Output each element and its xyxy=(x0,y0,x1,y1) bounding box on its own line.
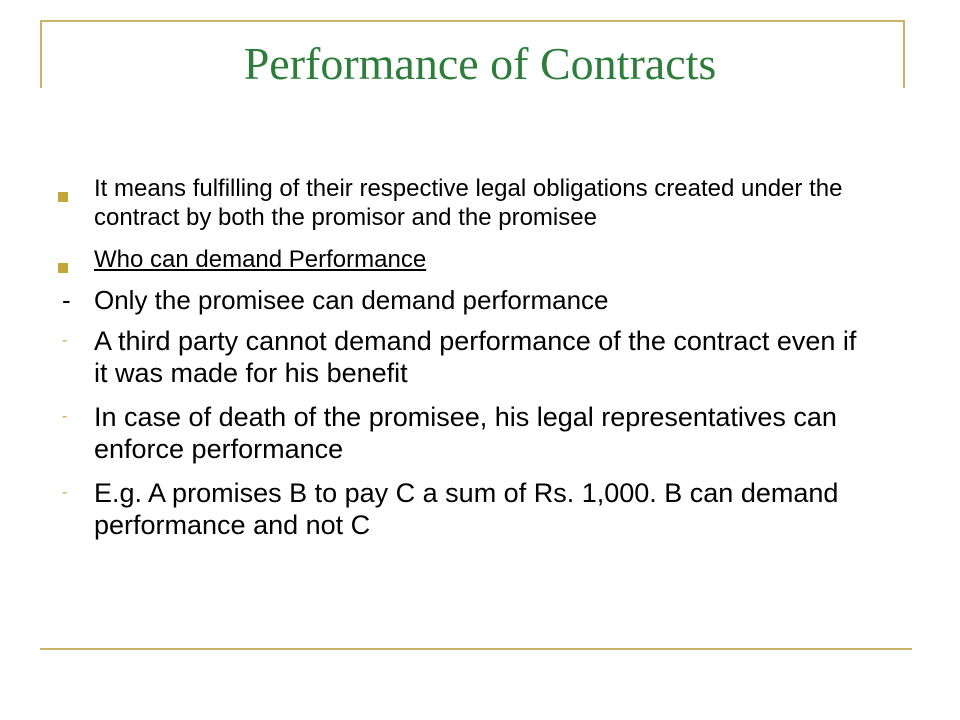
list-item-text: In case of death of the promisee, his legal representatives can enforce performance xyxy=(94,402,837,464)
list-item-text: It means fulfilling of their respective legal obligations created under the contract by both the promisor and the promisee xyxy=(94,175,843,231)
slide-title: Performance of Contracts xyxy=(243,38,717,89)
dash-marker: - xyxy=(62,285,71,315)
list-item xyxy=(58,174,858,232)
list-item xyxy=(58,401,858,465)
frame-bottom-line xyxy=(40,648,912,650)
list-item xyxy=(58,284,858,316)
list-item xyxy=(58,477,858,541)
square-bullet-icon xyxy=(58,263,68,273)
list-item-text: Only the promisee can demand performance xyxy=(94,285,609,315)
frame-top-line xyxy=(40,20,904,22)
slide-content xyxy=(58,174,858,541)
dash-marker: - xyxy=(62,484,68,501)
square-bullet-icon xyxy=(58,192,68,202)
list-item-text: A third party cannot demand performance of the contract even if it was made for his benefit xyxy=(94,326,857,388)
list-item-text: E.g. A promises B to pay C a sum of Rs. 1,000. B can demand performance and not C xyxy=(94,478,839,540)
list-item xyxy=(58,245,858,274)
dash-marker: - xyxy=(62,408,68,425)
list-item-text: Who can demand Performance xyxy=(94,246,427,273)
list-item xyxy=(58,325,858,389)
dash-marker: - xyxy=(62,332,68,349)
